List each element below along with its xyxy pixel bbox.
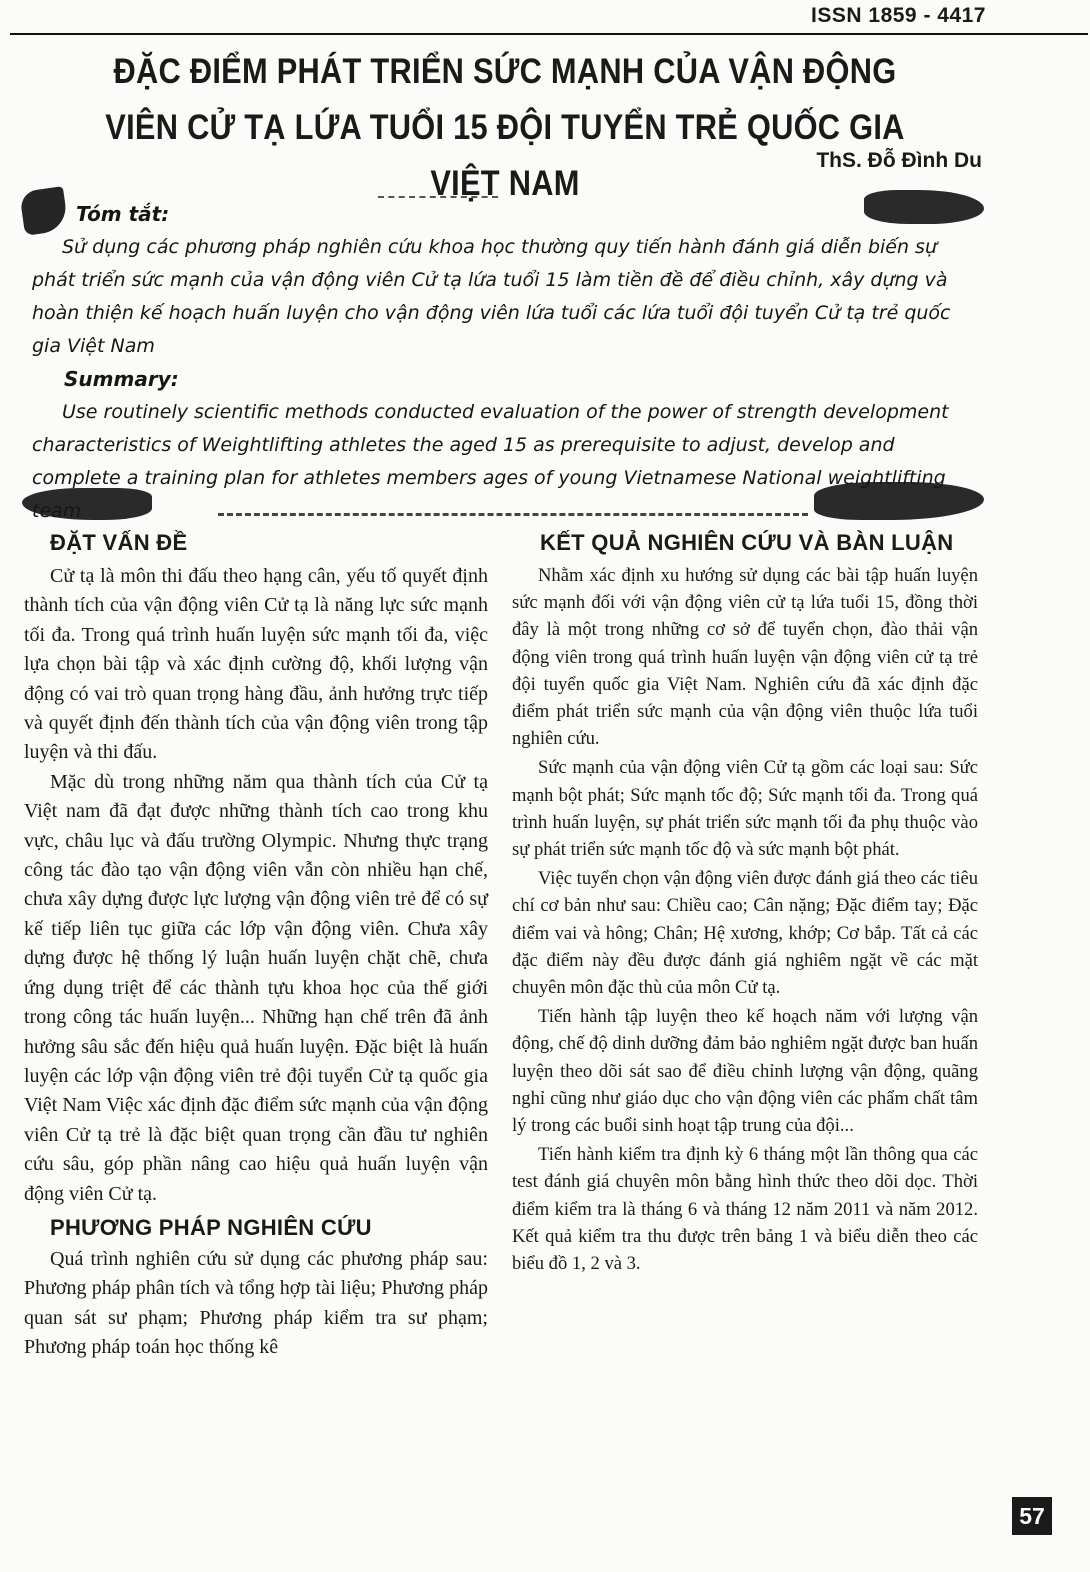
section-heading-problem: ĐẶT VẤN ĐỀ xyxy=(50,530,188,555)
abstract-text xyxy=(32,198,976,528)
paragraph: Tiến hành kiểm tra định kỳ 6 tháng một lần thông qua các test đánh giá chuyên môn bằng hình thức theo dõi dọc. Thời điểm kiểm tra là tháng 6 và tháng 12 năm 2011 và năm 2012. Kết quả kiểm tra thu được trên bảng 1 và biểu diễn theo các biểu đồ 1, 2 và 3. xyxy=(512,1144,978,1275)
abstract-vi-text: Sử dụng các phương pháp nghiên cứu khoa học thường quy tiến hành đánh giá diễn biến sự phát triển sức mạnh của vận động viên Cử tạ lứa tuổi 15 làm tiền đề để điều chỉnh, xây dựng và hoàn thiện kế hoạch huấn luyện cho vận động viên lứa tuổi các lứa tuổi đội tuyển Cử tạ trẻ quốc gia Việt Nam xyxy=(32,236,951,357)
paragraph: Mặc dù trong những năm qua thành tích của Cử tạ Việt nam đã đạt được những thành tích cao trong khu vực, châu lục và đấu trường Olympic. Nhưng thực trạng công tác đào tạo vận động viên vẫn còn nhiều hạn chế, chưa xây dựng được lực lượng vận động viên trẻ để có sự kế tiếp liên tục giữa các lớp vận động viên. Chưa xây dựng được hệ thống lý luận huấn luyện chặt chẽ, chưa ứng dụng triệt để các thành tựu khoa học của thế giới trong công tác huấn luyện... Những hạn chế trên đã ảnh hưởng sâu sắc đến hiệu quả huấn luyện. Đặc biệt là huấn luyện các lớp vận động viên trẻ đội tuyển Cử tạ quốc gia Việt Nam Việc xác định đặc điểm sức mạnh của vận động viên Cử tạ trẻ là đặc biệt quan trọng cần đầu tư nghiên cứu sâu, góp phần nâng cao hiệu quả huấn luyện vận động viên Cử tạ. xyxy=(24,770,488,1205)
left-column xyxy=(24,526,488,1363)
article-author: ThS. Đỗ Đình Du xyxy=(816,149,982,172)
paragraph: Việc tuyển chọn vận động viên được đánh giá theo các tiêu chí cơ bản như sau: Chiều cao; Cân nặng; Đặc điểm tay; Đặc điểm vai và hông; Chân; Hệ xương, khớp; Cơ bắp. Tất cả các đặc điểm này đều được đánh giá nghiêm ngặt về các mặt chuyên môn đặc thù của môn Cử tạ. xyxy=(512,868,978,999)
page-number: 57 xyxy=(1012,1497,1052,1535)
paragraph: Sức mạnh của vận động viên Cử tạ gồm các loại sau: Sức mạnh bột phát; Sức mạnh tốc độ; Sức mạnh tối đa. Trong quá trình huấn luyện, sự phát triển sức mạnh tối đa phụ thuộc vào sự phát triển sức mạnh tốc độ và sức mạnh bột phát. xyxy=(512,757,978,861)
paragraph: Nhằm xác định xu hướng sử dụng các bài tập huấn luyện sức mạnh đối với vận động viên cử tạ lứa tuổi 15, đồng thời đây là một trong những cơ sở để tuyển chọn, đào thải vận động viên trong quá trình huấn luyện vận động viên cử tạ trẻ đội tuyển quốc gia Việt Nam. Nghiên cứu đã xác định đặc điểm phát triển sức mạnh của vận động viên thuộc lứa tuổi nghiên cứu. xyxy=(512,565,978,750)
paragraph: Cử tạ là môn thi đấu theo hạng cân, yếu tố quyết định thành tích của vận động viên Cử tạ là năng lực sức mạnh tối đa. Trong quá trình huấn luyện sức mạnh tối đa, việc lựa chọn bài tập và xác định cường độ, khối lượng vận động có vai trò quan trọng hàng đầu, ảnh hưởng trực tiếp và quyết định đến thành tích của vận động viên trong tập luyện và thi đấu. xyxy=(24,565,488,764)
issn-label: ISSN 1859 - 4417 xyxy=(811,4,986,27)
section-heading-results: KẾT QUẢ NGHIÊN CỨU VÀ BÀN LUẬN xyxy=(540,530,954,555)
abstract-vi-heading: Tóm tắt: xyxy=(76,202,170,226)
right-column xyxy=(512,526,978,1279)
paragraph: Tiến hành tập luyện theo kế hoạch năm với lượng vận động, chế độ dinh dưỡng đảm bảo nghiêm ngặt được ban huấn luyện theo dõi sát sao để điều chỉnh lượng vận động, quãng nghỉ cũng như giáo dục cho vận động viên các phẩm chất tâm lý trong các buổi sinh hoạt tập trung của đội... xyxy=(512,1006,978,1137)
article-title: ĐẶC ĐIỂM PHÁT TRIỂN SỨC MẠNH CỦA VẬN ĐỘNG VIÊN CỬ TẠ LỨA TUỔI 15 ĐỘI TUYỂN TRẺ QUỐC GIA VIỆT NAM xyxy=(105,52,905,203)
paragraph: Quá trình nghiên cứu sử dụng các phương pháp sau: Phương pháp phân tích và tổng hợp tài liệu; Phương pháp quan sát sư phạm; Phương pháp kiểm tra sư phạm; Phương pháp toán học thống kê xyxy=(24,1247,488,1359)
abstract-en-text: Use routinely scientific methods conducted evaluation of the power of strength development characteristics of Weightlifting athletes the aged 15 as prerequisite to adjust, develop and complete a training plan for athletes members ages of young Vietnamese National weightlifting team xyxy=(32,401,949,522)
header-rule xyxy=(10,33,1088,35)
abstract-en-heading: Summary: xyxy=(64,367,179,391)
section-heading-methods: PHƯƠNG PHÁP NGHIÊN CỨU xyxy=(50,1214,372,1240)
abstract-box xyxy=(18,186,984,524)
